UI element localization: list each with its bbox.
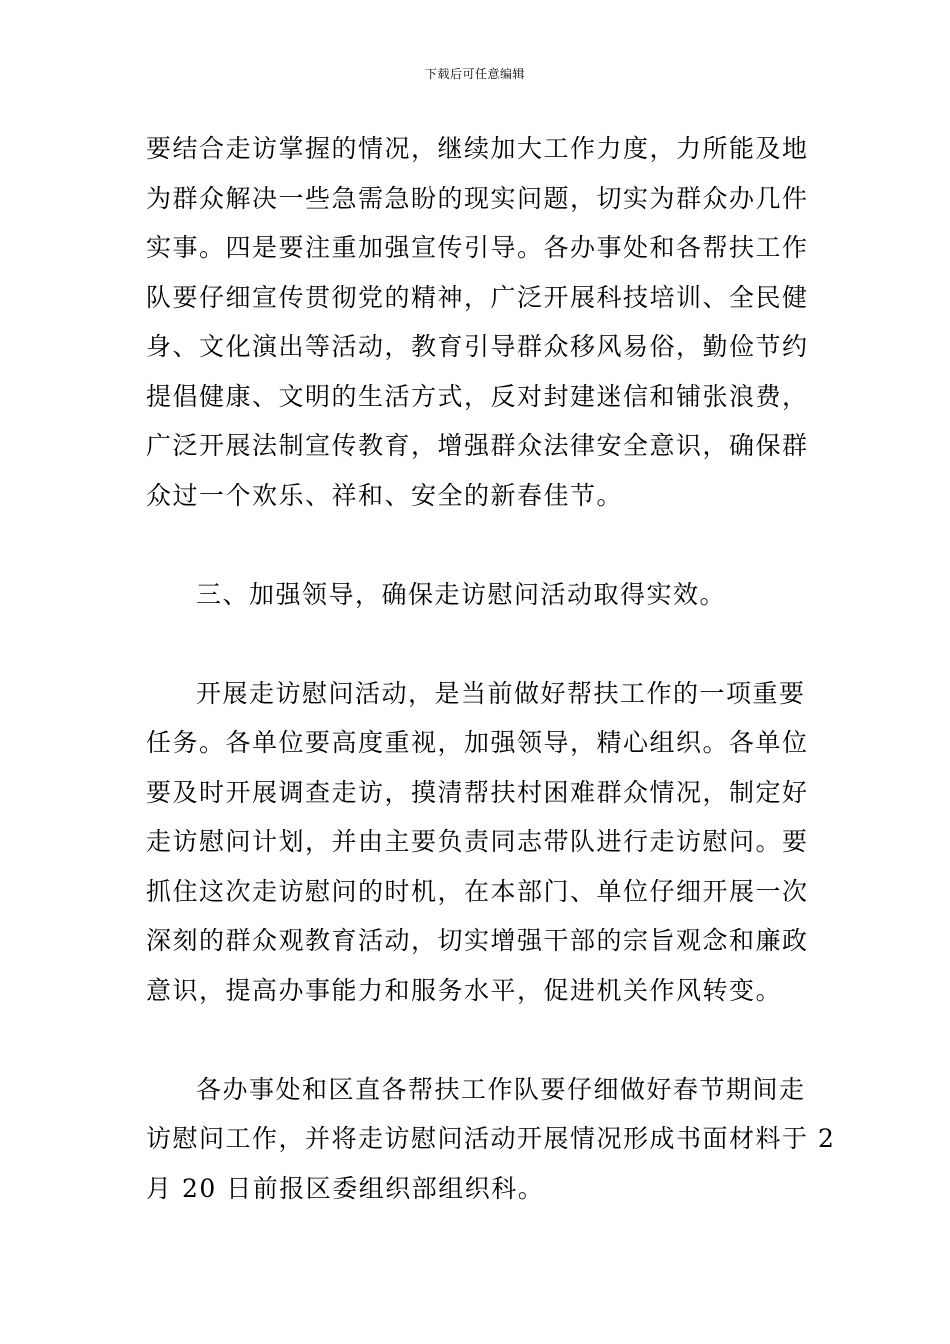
paragraph-leadership	[146, 669, 808, 1016]
text-line: 队要仔细宣传贯彻党的精神，广泛开展科技培训、全民健	[146, 282, 809, 312]
paragraph-spacer	[146, 520, 808, 570]
text-line: 月 20 日前报区委组织部组织科。	[146, 1173, 545, 1203]
text-line: 三、加强领导，确保走访慰问活动取得实效。	[196, 579, 727, 609]
text-line: 提倡健康、文明的生活方式，反对封建迷信和铺张浪费，	[146, 381, 809, 411]
text-line: 要及时开展调查走访，摸清帮扶村困难群众情况，制定好	[146, 777, 809, 807]
text-line: 任务。各单位要高度重视，加强领导，精心组织。各单位	[146, 728, 809, 757]
page-header-note: 下载后可任意编辑	[424, 67, 525, 81]
text-line: 深刻的群众观教育活动，切实增强干部的宗旨观念和廉政	[146, 926, 809, 955]
text-line: 实事。四是要注重加强宣传引导。各办事处和各帮扶工作	[146, 233, 809, 262]
paragraph-reporting	[146, 1065, 836, 1214]
text-line: 为群众解决一些急需急盼的现实问题，切实为群众办几件	[146, 183, 809, 213]
text-line: 广泛开展法制宣传教育，增强群众法律安全意识，确保群	[146, 431, 809, 460]
paragraph-spacer	[146, 619, 808, 669]
section-heading	[146, 570, 808, 620]
document-body	[146, 124, 836, 1213]
text-line: 抓住这次走访慰问的时机，在本部门、单位仔细开展一次	[146, 876, 809, 906]
text-line: 意识，提高办事能力和服务水平，促进机关作风转变。	[146, 975, 783, 1005]
text-line: 众过一个欢乐、祥和、安全的新春佳节。	[146, 480, 624, 510]
text-line: 访慰问工作，并将走访慰问活动开展情况形成书面材料于 2	[146, 1124, 836, 1153]
paragraph-work-tasks	[146, 124, 808, 520]
text-line: 要结合走访掌握的情况，继续加大工作力度，力所能及地	[146, 134, 809, 163]
text-line: 各办事处和区直各帮扶工作队要仔细做好春节期间走	[196, 1074, 806, 1104]
paragraph-spacer	[146, 1015, 808, 1065]
text-line: 身、文化演出等活动，教育引导群众移风易俗，勤俭节约	[146, 332, 809, 361]
text-line: 走访慰问计划，并由主要负责同志带队进行走访慰问。要	[146, 827, 809, 856]
text-line: 开展走访慰问活动，是当前做好帮扶工作的一项重要	[196, 678, 806, 708]
